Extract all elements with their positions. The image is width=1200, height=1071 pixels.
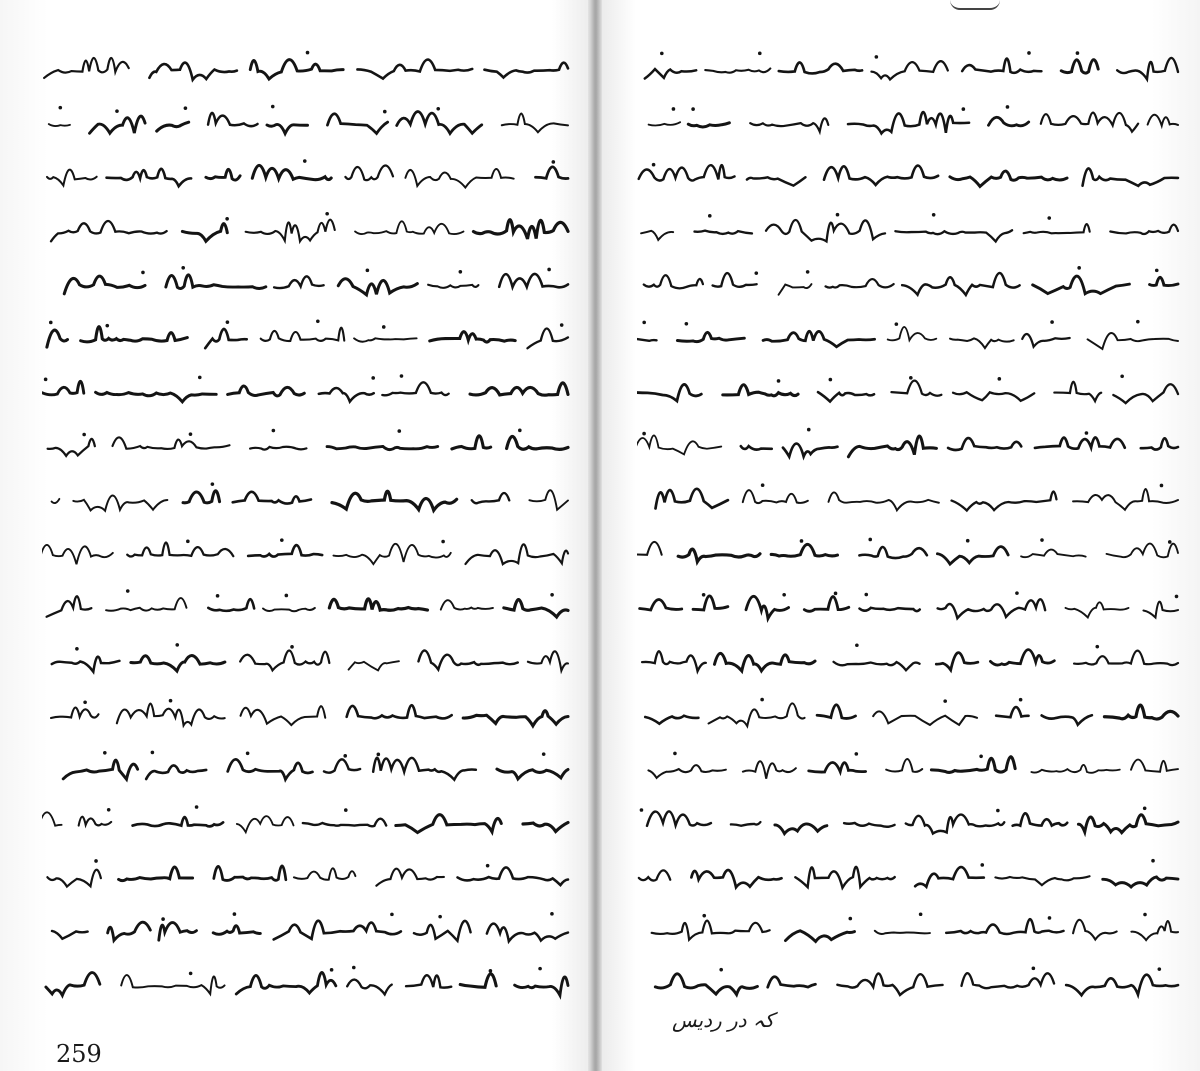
right-page-script-line: [636, 578, 1182, 632]
page-number: 259: [56, 1040, 102, 1068]
catchword: کہ در ردیس: [672, 1008, 775, 1032]
left-page-script-line: [40, 686, 572, 740]
right-page-script-line: [636, 308, 1182, 362]
left-page-script-line: [40, 902, 572, 956]
right-page-script-line: [636, 956, 1182, 1010]
right-page-script-line: [636, 848, 1182, 902]
left-page-script-line: [40, 740, 572, 794]
left-page-script-line: [40, 578, 572, 632]
right-page-script-line: [636, 362, 1182, 416]
right-page: [600, 0, 1200, 1071]
left-page-script-line: [40, 308, 572, 362]
right-page-script-line: [636, 686, 1182, 740]
left-page-script-line: [40, 146, 572, 200]
right-page-script-line: [636, 146, 1182, 200]
right-page-script-line: [636, 38, 1182, 92]
left-page-script-line: [40, 92, 572, 146]
left-page-script-line: [40, 632, 572, 686]
right-page-script-line: [636, 254, 1182, 308]
left-page-script-line: [40, 848, 572, 902]
right-page-script-line: [636, 740, 1182, 794]
right-page-script-line: [636, 470, 1182, 524]
right-page-script-line: [636, 92, 1182, 146]
right-page-handwriting: [636, 38, 1182, 1010]
left-page-script-line: [40, 416, 572, 470]
left-page-handwriting: [40, 38, 572, 1010]
left-page-script-line: [40, 794, 572, 848]
left-page-script-line: [40, 362, 572, 416]
right-page-script-line: [636, 200, 1182, 254]
right-page-script-line: [636, 794, 1182, 848]
right-page-script-line: [636, 524, 1182, 578]
left-page-script-line: [40, 200, 572, 254]
right-page-script-line: [636, 632, 1182, 686]
left-page-script-line: [40, 524, 572, 578]
right-page-script-line: [636, 902, 1182, 956]
left-page-script-line: [40, 254, 572, 308]
left-page-script-line: [40, 470, 572, 524]
left-page-script-line: [40, 956, 572, 1010]
right-page-script-line: [636, 416, 1182, 470]
left-page: [0, 0, 592, 1071]
left-page-script-line: [40, 38, 572, 92]
